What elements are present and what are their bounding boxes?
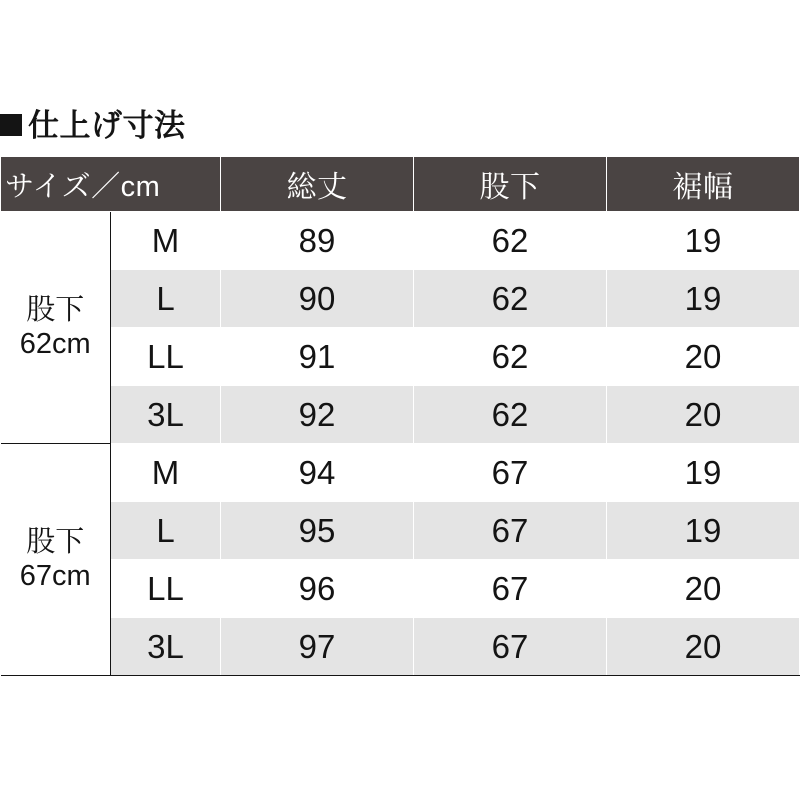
table-row — [1, 560, 800, 618]
table-row — [1, 618, 800, 676]
cell-total-length: 89 — [221, 212, 414, 270]
cell-hem-width: 19 — [607, 444, 800, 502]
table-row — [1, 444, 800, 502]
cell-inseam: 67 — [414, 444, 607, 502]
cell-inseam: 62 — [414, 386, 607, 444]
cell-size: 3L — [111, 618, 221, 676]
cell-size: M — [111, 444, 221, 502]
cell-total-length: 97 — [221, 618, 414, 676]
column-header-size: サイズ／cm — [1, 157, 221, 212]
column-header-inseam: 股下 — [414, 157, 607, 212]
cell-total-length: 90 — [221, 270, 414, 328]
cell-size: LL — [111, 328, 221, 386]
section-title-text: 仕上げ寸法 — [28, 107, 186, 143]
cell-hem-width: 20 — [607, 618, 800, 676]
group-label-line-2: 67cm — [19, 559, 91, 592]
cell-total-length: 92 — [221, 386, 414, 444]
group-label-inseam-62 — [1, 212, 111, 444]
group-label-inseam-67 — [1, 444, 111, 676]
filled-square-icon — [0, 114, 22, 136]
size-table — [0, 156, 800, 676]
cell-inseam: 62 — [414, 270, 607, 328]
group-label-line-2: 62cm — [19, 327, 91, 360]
table-row — [1, 502, 800, 560]
table-row — [1, 328, 800, 386]
column-header-total-length: 総丈 — [221, 157, 414, 212]
cell-total-length: 95 — [221, 502, 414, 560]
cell-size: 3L — [111, 386, 221, 444]
cell-size: L — [111, 270, 221, 328]
cell-hem-width: 20 — [607, 386, 800, 444]
table-row — [1, 386, 800, 444]
section-title — [0, 104, 186, 146]
group-label-line-1: 股下 — [26, 526, 85, 559]
cell-inseam: 67 — [414, 618, 607, 676]
group-label-line-1: 股下 — [26, 294, 85, 327]
cell-size: LL — [111, 560, 221, 618]
cell-hem-width: 19 — [607, 502, 800, 560]
cell-total-length: 96 — [221, 560, 414, 618]
cell-size: M — [111, 212, 221, 270]
cell-inseam: 62 — [414, 328, 607, 386]
cell-size: L — [111, 502, 221, 560]
cell-total-length: 94 — [221, 444, 414, 502]
cell-inseam: 67 — [414, 560, 607, 618]
cell-hem-width: 20 — [607, 560, 800, 618]
table-row — [1, 212, 800, 270]
cell-total-length: 91 — [221, 328, 414, 386]
cell-inseam: 67 — [414, 502, 607, 560]
table-row — [1, 270, 800, 328]
cell-hem-width: 19 — [607, 212, 800, 270]
cell-hem-width: 20 — [607, 328, 800, 386]
column-header-hem-width: 裾幅 — [607, 157, 800, 212]
table-header-row — [1, 157, 800, 212]
table-header — [1, 157, 800, 212]
table-body — [1, 212, 800, 676]
cell-hem-width: 19 — [607, 270, 800, 328]
cell-inseam: 62 — [414, 212, 607, 270]
